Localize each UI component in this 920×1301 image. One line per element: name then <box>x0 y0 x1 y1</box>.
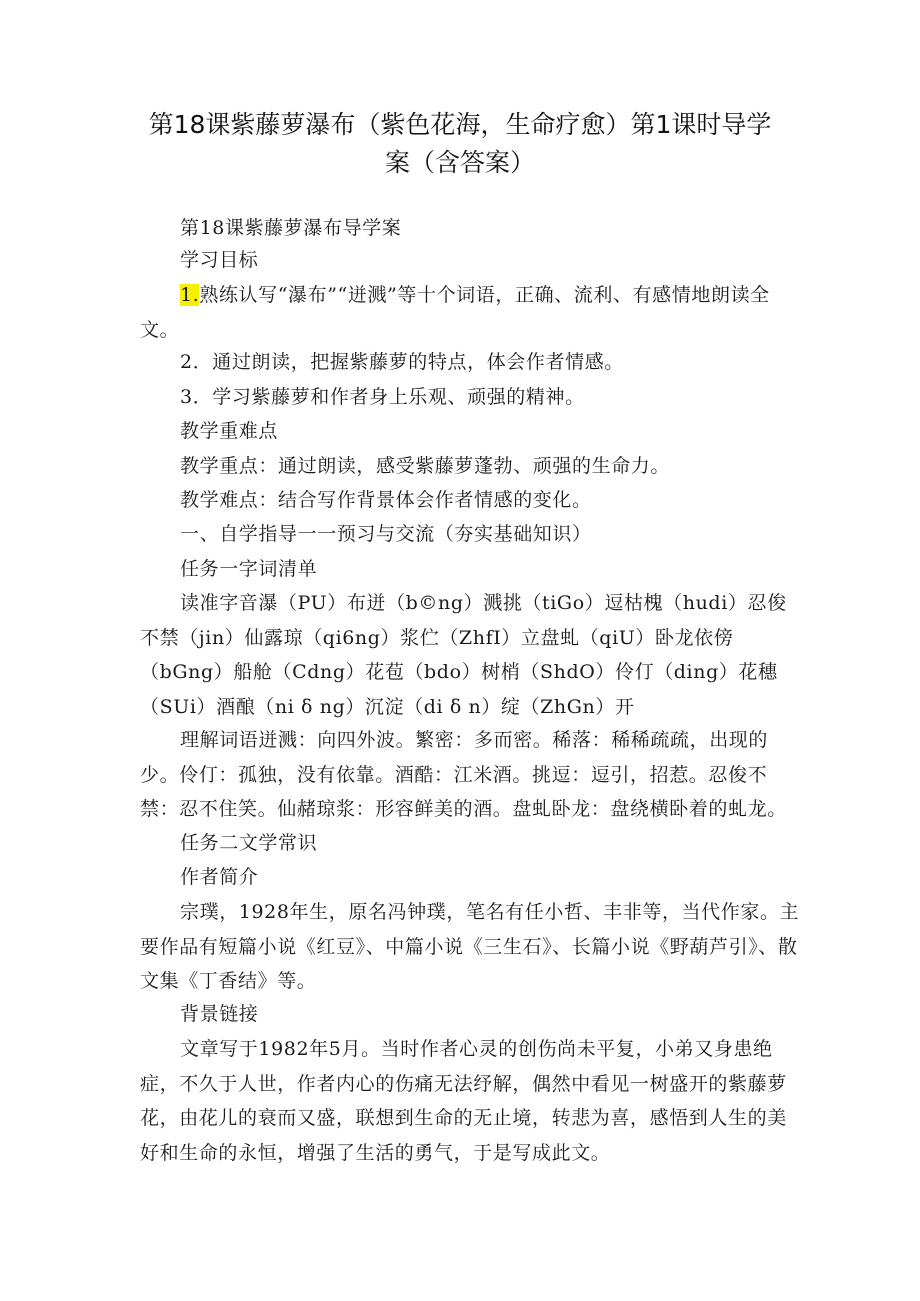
author-title: 作者简介 <box>180 866 259 888</box>
objective-1 <box>140 278 800 347</box>
background-text: 文章写于1982年5月。当时作者心灵的创伤尚未平复，小弟又身患绝症，不久于人世，作者内心的伤痛无法纾解，偶然中看见一树盛开的紫藤萝花，由花儿的衰而又盛，联想到生命的无止境，转悲为喜，感悟到人生的美好和生命的永恒，增强了生活的勇气，于是写成此文。 <box>140 1038 787 1164</box>
objective-2: 2．通过朗读，把握紫藤萝的特点，体会作者情感。 <box>180 351 624 373</box>
section-1-title: 一、自学指导一一预习与交流（夯实基础知识） <box>180 523 592 545</box>
highlighted-number: 1. <box>180 284 200 306</box>
task-2-title: 任务二文学常识 <box>180 832 318 854</box>
difficult-point: 教学难点：结合写作背景体会作者情感的变化。 <box>180 489 592 511</box>
keypoints-title: 教学重难点 <box>180 420 279 442</box>
task-1-title: 任务一字词清单 <box>180 558 318 580</box>
objectives-title: 学习目标 <box>180 249 259 271</box>
title-line-2: 案（含答案） <box>384 148 535 177</box>
background-title: 背景链接 <box>180 1003 259 1025</box>
section-heading: 第18课紫藤萝瀑布导学案 <box>180 217 402 239</box>
document-title <box>140 106 780 182</box>
pinyin-list: 读准字音瀑（PU）布迸（b©ng）溅挑（tiGo）逗枯槐（hudi）忍俊不禁（jin）仙露琼（qi6ng）浆伫（ZhfI）立盘虬（qiU）卧龙依傍（bGng）船舱（Cdng）花苞（bdo）树梢（ShdO）伶仃（ding）花穗（SUi）酒酿（ni δ ng）沉淀（di δ n）绽（ZhGn）开 <box>140 592 787 718</box>
key-point: 教学重点：通过朗读，感受紫藤萝蓬勃、顽强的生命力。 <box>180 455 671 477</box>
objective-1-text: 熟练认写“瀑布”“迸溅”等十个词语，正确、流利、有感情地朗读全文。 <box>140 284 770 341</box>
vocabulary-list: 理解词语迸溅：向四外波。繁密：多而密。稀落：稀稀疏疏，出现的少。伶仃：孤独，没有依靠。酒酷：江米酒。挑逗：逗引，招惹。忍俊不禁：忍不住笑。仙赭琼浆：形容鲜美的酒。盘虬卧龙：盘绕横卧着的虬龙。 <box>140 729 787 820</box>
objective-3: 3．学习紫藤萝和作者身上乐观、顽强的精神。 <box>180 386 585 408</box>
title-line-1: 第18课紫藤萝瀑布（紫色花海，生命疗愈）第1课时导学 <box>148 110 772 139</box>
author-text: 宗璞，1928年生，原名冯钟璞，笔名有任小哲、丰非等，当代作家。主要作品有短篇小说《红豆》、中篇小说《三生石》、长篇小说《野葫芦引》、散文集《丁香结》等。 <box>140 901 800 992</box>
